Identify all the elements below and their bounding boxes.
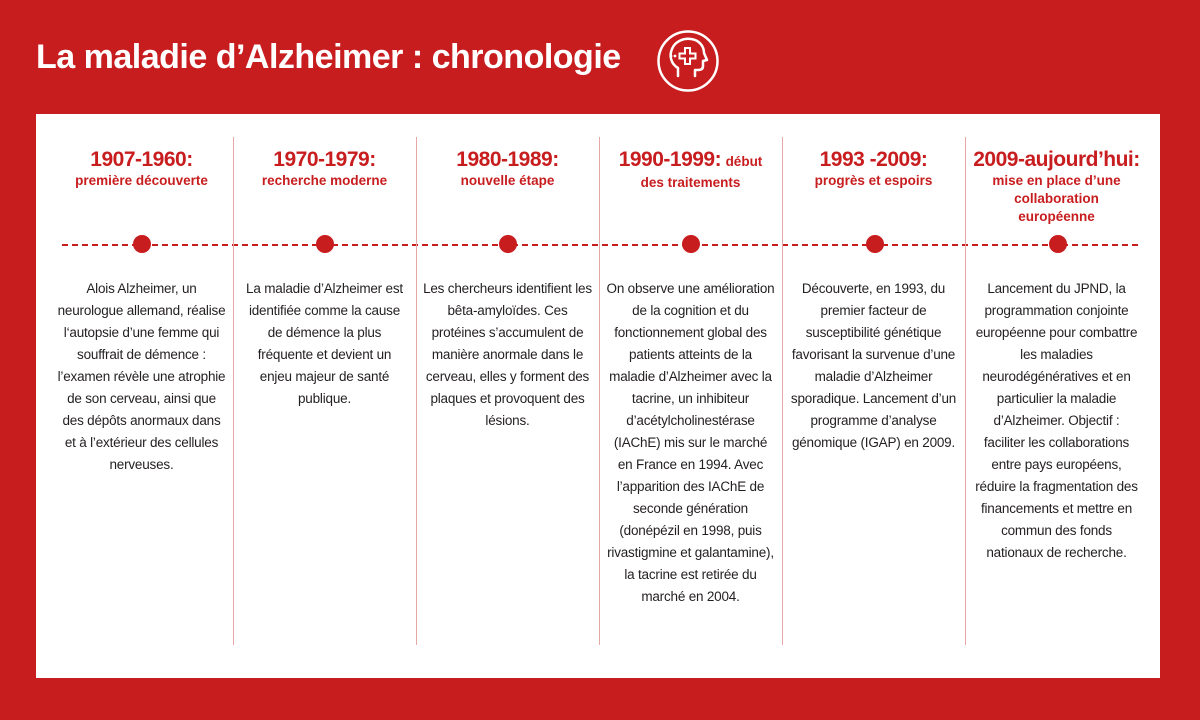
period-subtitle: première découverte [75, 173, 208, 188]
period-year: 1980-1989: [456, 148, 559, 171]
period-subtitle: des traitements [640, 175, 741, 190]
timeline-panel [36, 114, 1160, 678]
period-description: On observe une amélioration de la cognition et du fonctionnement global des patients atteints de la maladie d’Alzheimer avec la tacrine, un inhibiteur d’acétylcholinestérase (IAChE) mis sur le marché en France en 1994. Avec l’apparition des IAChE de seconde génération (donépézil en 1998, puis rivastigmine et galantamine), la tacrine est retirée du marché en 2004. [606, 281, 775, 604]
period-heading [233, 148, 416, 190]
timeline-dot [1049, 235, 1067, 253]
timeline-dot [682, 235, 700, 253]
period-subtitle-inline: début [725, 154, 763, 169]
period-heading [599, 148, 782, 192]
period-heading [782, 148, 965, 190]
period-description: Les chercheurs identifient les bêta-amyloïdes. Ces protéines s’accumulent de manière anormale dans le cerveau, elles y forment des plaques et provoquent des lésions. [423, 281, 592, 428]
period-year: 1993 -2009: [819, 148, 928, 171]
timeline-dot [499, 235, 517, 253]
period-subtitle: mise en place d’une collaboration européenne [992, 173, 1121, 224]
period-description: Lancement du JPND, la programmation conjointe européenne pour combattre les maladies neurodégénératives et en particulier la maladie d’Alzheimer. Objectif : faciliter les collaborations entre pays européens, réduire la fragmentation des financements et mettre en commun des fonds nationaux de recherche. [975, 281, 1138, 560]
period-year: 2009-aujourd’hui: [973, 148, 1140, 171]
period-year: 1970-1979: [273, 148, 376, 171]
period-heading [965, 148, 1148, 226]
page-title: La maladie d’Alzheimer : chronologie [36, 38, 621, 76]
period-subtitle: recherche moderne [261, 173, 388, 188]
period-heading [50, 148, 233, 190]
timeline-dashed-line [62, 244, 1138, 246]
period-heading [416, 148, 599, 190]
timeline-dot [316, 235, 334, 253]
period-subtitle: nouvelle étape [460, 173, 555, 188]
period-description: Découverte, en 1993, du premier facteur de susceptibilité génétique favorisant la survenue d’une maladie d’Alzheimer sporadique. Lancement d’un programme d’analyse génomique (IGAP) en 2009. [790, 281, 957, 450]
head-with-medical-cross-icon [656, 29, 720, 93]
timeline-dot [133, 235, 151, 253]
period-subtitle: progrès et espoirs [814, 173, 933, 188]
period-description: Alois Alzheimer, un neurologue allemand, réalise l‘autopsie d’une femme qui souffrait de démence : l’examen révèle une atrophie de son cerveau, ainsi que des dépôts anormaux dans et à l’extérieur des cellules nerveuses. [57, 281, 226, 472]
period-year: 1990-1999: [618, 148, 722, 171]
period-description: La maladie d’Alzheimer est identifiée comme la cause de démence la plus fréquente et devient un enjeu majeur de santé publique. [246, 281, 403, 406]
timeline-dot [866, 235, 884, 253]
period-year: 1907-1960: [90, 148, 193, 171]
